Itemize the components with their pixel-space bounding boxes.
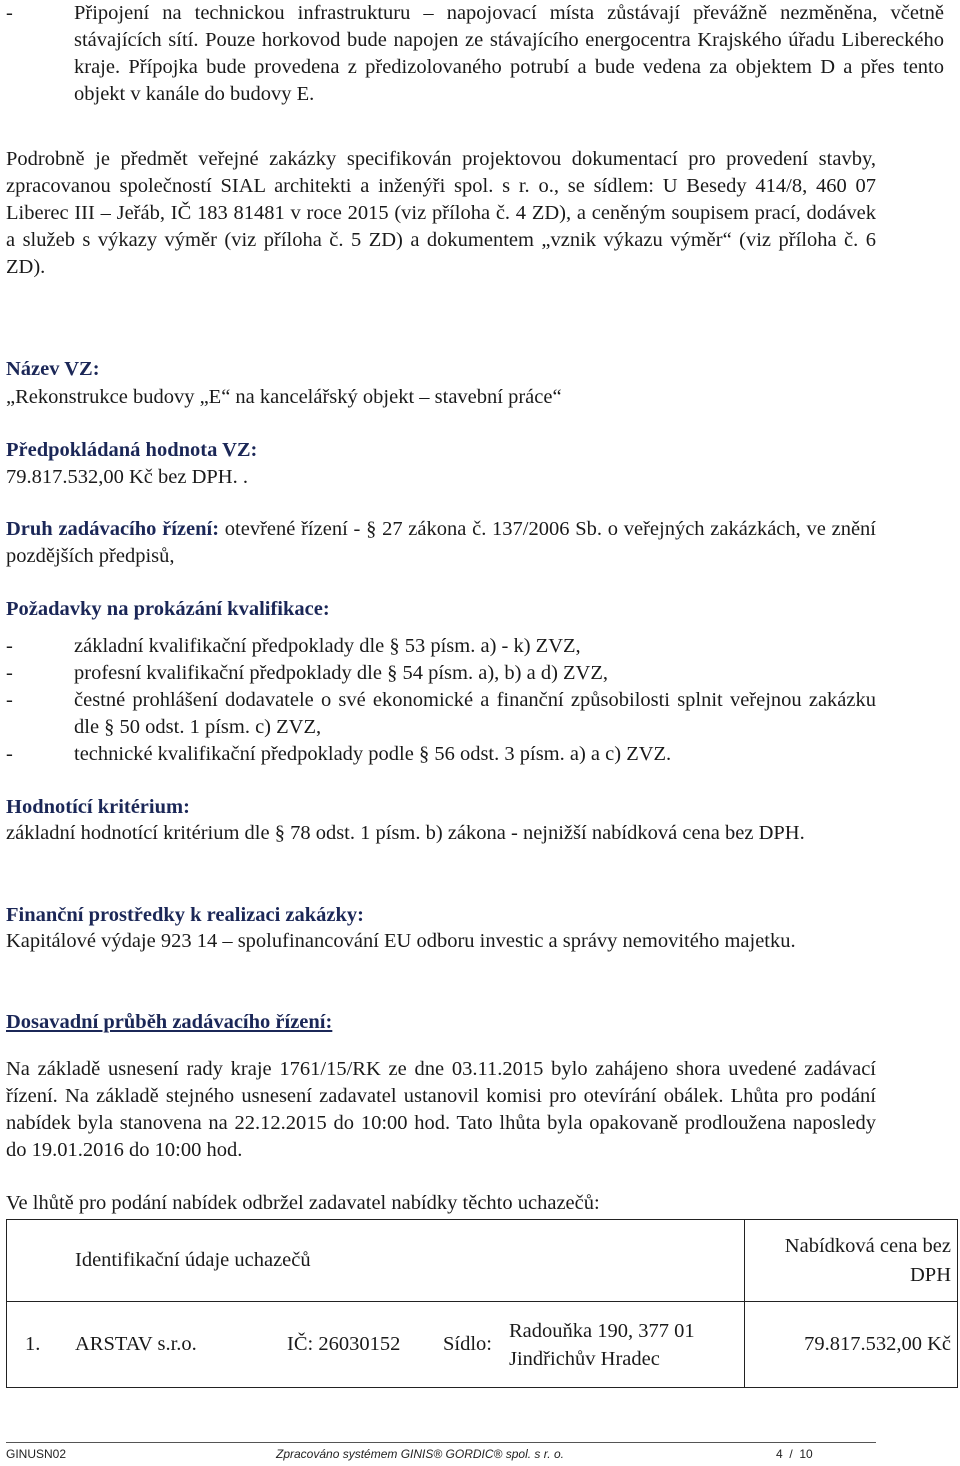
procedure-paragraph (6, 516, 876, 570)
list-item: - technické kvalifikační předpoklady podle § 56 odst. 3 písm. a) a c) ZVZ. (6, 743, 672, 765)
list-item-text: profesní kvalifikační předpoklady dle § 54 písm. a), b) a d) ZVZ, (74, 662, 608, 684)
intro-bullet (6, 0, 944, 108)
name-label: Název VZ: (6, 358, 100, 380)
header-identification: Identifikační údaje uchazečů (59, 1220, 745, 1302)
document-page (6, 0, 944, 1214)
course-label: Dosavadní průběh zadávacího řízení: (6, 1011, 333, 1033)
list-item-text: technické kvalifikační předpoklady podle § 56 odst. 3 písm. a) a c) ZVZ. (74, 743, 672, 765)
footer-code: GINUSN02 (6, 1447, 67, 1461)
criterion-value: základní hodnotící kritérium dle § 78 odst. 1 písm. b) zákona - nejnižší nabídková cena bez DPH. (6, 822, 805, 844)
table-row (7, 1302, 958, 1388)
bidder-ico: IČ: 26030152 (281, 1302, 443, 1388)
value-label: Předpokládaná hodnota VZ: (6, 439, 258, 461)
criterion-label: Hodnotící kritérium: (6, 796, 190, 818)
footer-page-current: 4 (776, 1447, 783, 1461)
footer-divider (6, 1442, 876, 1443)
bid-number: 1. (7, 1302, 60, 1388)
seat-label: Sídlo: (443, 1333, 492, 1355)
bids-table (6, 1219, 958, 1388)
value-value: 79.817.532,00 Kč bez DPH. . (6, 466, 248, 488)
list-item: - základní kvalifikační předpoklady dle § 53 písm. a) - k) ZVZ, (6, 635, 581, 657)
funding-value: Kapitálové výdaje 923 14 – spolufinancování EU odboru investic a správy nemovitého majetku. (6, 930, 796, 952)
qualification-list (6, 633, 876, 768)
list-item: - čestné prohlášení dodavatele o své ekonomické a finanční způsobilosti splnit veřejnou zakázku dle § 50 odst. 1 písm. c) ZVZ, (6, 689, 876, 738)
list-item-text: čestné prohlášení dodavatele o své ekonomické a finanční způsobilosti splnit veřejnou zakázku dle § 50 odst. 1 písm. c) ZVZ, (74, 689, 876, 738)
bids-intro: Ve lhůtě pro podání nabídek odbržel zadavatel nabídky těchto uchazečů: (6, 1192, 600, 1214)
footer-system-text: Zpracováno systémem GINIS® GORDIC® spol. s r. o. (276, 1447, 564, 1461)
bidder-address: Radouňka 190, 377 01 Jindřichův Hradec (509, 1319, 695, 1370)
funding-label: Finanční prostředky k realizaci zakázky: (6, 904, 364, 926)
bid-price: 79.817.532,00 Kč (745, 1302, 958, 1388)
footer-system (276, 1446, 564, 1462)
footer-page-number (776, 1446, 813, 1462)
bidder-name: ARSTAV s.r.o. (59, 1302, 281, 1388)
qualification-label: Požadavky na prokázání kvalifikace: (6, 598, 330, 620)
list-item-text: základní kvalifikační předpoklady dle § 53 písm. a) - k) ZVZ, (74, 635, 581, 657)
procedure-value: otevřené řízení - § 27 zákona č. 137/2006 Sb. o veřejných zakázkách, ve znění pozdějších předpisů, (6, 518, 876, 567)
list-item: - profesní kvalifikační předpoklady dle § 54 písm. a), b) a d) ZVZ, (6, 662, 608, 684)
procedure-label: Druh zadávacího řízení: (6, 518, 220, 540)
bullet-dash: - (6, 2, 13, 24)
specification-paragraph: Podrobně je předmět veřejné zakázky specifikován projektovou dokumentací pro provedení stavby, zpracovanou společností SIAL architekti a inženýři spol. s r. o., se sídlem: U Besedy 414/8, 460 07 Liberec III – Jeřáb, IČ 183 81481 v roce 2015 (viz příloha č. 4 ZD), a ceněným soupisem prací, dodávek a služeb s výkazy výměr (viz příloha č. 5 ZD) a dokumentem „vznik výkazu výměr“ (viz příloha č. 6 ZD). (6, 148, 876, 278)
footer-page-sep: / (789, 1447, 793, 1461)
table-header-row (7, 1220, 958, 1302)
course-value: Na základě usnesení rady kraje 1761/15/RK ze dne 03.11.2015 bylo zahájeno shora uvedené zadávací řízení. Na základě stejného usnesení zadavatel ustanovil komisi pro otevírání obálek. Lhůta pro podání nabídek byla stanovena na 22.12.2015 do 10:00 hod. Tato lhůta byla opakovaně prodloužena naposledy do 19.01.2016 do 10:00 hod. (6, 1058, 876, 1161)
footer-page-total: 10 (799, 1447, 813, 1461)
header-price: Nabídková cena bez DPH (745, 1220, 958, 1302)
name-value: „Rekonstrukce budovy „E“ na kancelářský objekt – stavební práce“ (6, 386, 562, 408)
intro-bullet-text: Připojení na technickou infrastrukturu – napojovací místa zůstávají převážně nezměněna, včetně stávajících sítí. Pouze horkovod bude napojen ze stávajícího energocentra Krajského úřadu Libereckého kraje. Přípojka bude provedena z předizolovaného potrubí a bude vedena za objektem D a přes tento objekt v kanále do budovy E. (74, 2, 944, 105)
